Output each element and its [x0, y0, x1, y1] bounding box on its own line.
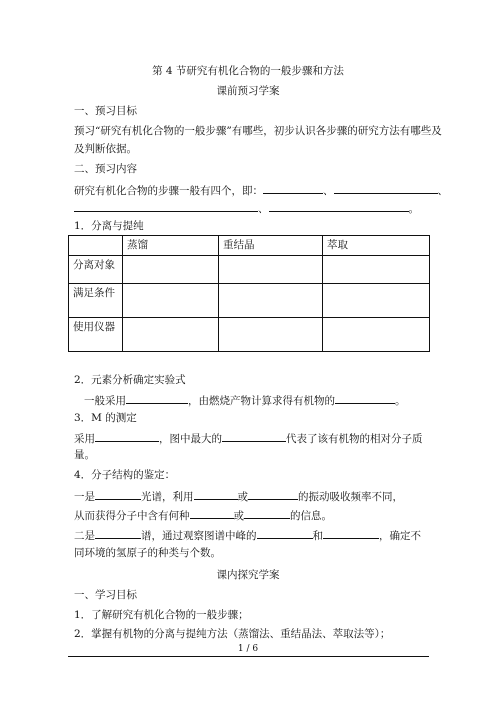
answer-blank	[222, 430, 286, 442]
elemental-analysis-line	[84, 392, 406, 408]
period: 。	[408, 203, 419, 215]
preview-goals-text-2: 及判断依据。	[74, 143, 137, 155]
text: 一般采用	[84, 395, 126, 407]
page-title: 第 4 节研究有机化合物的一般步骤和方法	[152, 65, 344, 77]
table-cell	[123, 284, 219, 318]
footer-divider	[68, 656, 429, 657]
structure-line-2	[74, 507, 332, 523]
answer-blank	[263, 182, 323, 194]
table-header-cell: 蒸馏	[123, 236, 219, 256]
table-cell	[123, 256, 219, 284]
table-header-cell	[69, 236, 123, 256]
table-row	[69, 284, 430, 318]
text: 二是	[74, 530, 95, 542]
m-measurement-line-1	[74, 430, 423, 446]
learning-goal-1: 1．了解研究有机化合物的一般步骤；	[74, 609, 249, 621]
preview-goals-text-1: 预习“研究有机化合物的一般步骤”有哪些，初步认识各步骤的研究方法有哪些及	[74, 125, 442, 137]
table-header-cell: 重结晶	[219, 236, 323, 256]
row-label: 使用仪器	[69, 318, 123, 352]
table-cell	[323, 284, 430, 318]
answer-blank	[194, 488, 238, 500]
table-cell	[219, 256, 323, 284]
separator: 、	[437, 185, 448, 197]
separator: 、	[258, 203, 269, 215]
heading-preview-content: 二、预习内容	[74, 163, 137, 175]
steps-line-2	[74, 200, 419, 216]
text: 谱，通过观察图谱中峰的	[141, 530, 257, 542]
table-cell	[323, 318, 430, 352]
answer-blank	[126, 392, 188, 404]
section-title-in-class: 课内探究学案	[216, 569, 280, 581]
separation-table	[68, 235, 430, 352]
text: ，由燃烧产物计算求得有机物的	[188, 395, 335, 407]
table-row	[69, 256, 430, 284]
section-title-preview: 课前预习学案	[216, 85, 280, 97]
heading-separation: 1．分离与提纯	[74, 220, 144, 232]
table-cell	[123, 318, 219, 352]
heading-preview-goals: 一、预习目标	[74, 105, 137, 117]
text: 代表了该有机物的相对分子质	[286, 433, 423, 445]
structure-line-1	[74, 488, 403, 504]
answer-blank	[248, 488, 298, 500]
text: ，确定不	[379, 530, 421, 542]
period: 。	[395, 395, 406, 407]
table-header-cell: 萃取	[323, 236, 430, 256]
text: 和	[312, 530, 323, 542]
text: 采用	[74, 433, 95, 445]
learning-goal-2: 2．掌握有机物的分离与提纯方法（蒸馏法、重结晶法、萃取法等）；	[74, 628, 391, 640]
m-measurement-line-2: 量。	[74, 449, 95, 461]
answer-blank	[269, 200, 409, 212]
answer-blank	[95, 488, 141, 500]
heading-elemental-analysis: 2．元素分析确定实验式	[74, 374, 186, 386]
table-header-row	[69, 236, 430, 256]
row-label: 满足条件	[69, 284, 123, 318]
table-row	[69, 318, 430, 352]
answer-blank	[95, 527, 141, 539]
text: 一是	[74, 491, 95, 503]
answer-blank	[323, 527, 379, 539]
text: 光谱，利用	[141, 491, 194, 503]
table-cell	[219, 284, 323, 318]
answer-blank	[190, 507, 234, 519]
structure-line-3	[74, 527, 421, 543]
answer-blank	[244, 507, 290, 519]
text: ，图中最大的	[159, 433, 222, 445]
row-label: 分离对象	[69, 256, 123, 284]
steps-text: 研究有机化合物的步骤一般有四个，即：	[74, 185, 263, 197]
answer-blank	[74, 200, 258, 212]
steps-line-1	[74, 182, 448, 198]
answer-blank	[334, 182, 438, 194]
page-number: 1 / 6	[237, 644, 259, 654]
structure-line-4: 同环境的氢原子的种类与个数。	[74, 547, 221, 559]
text: 的信息。	[290, 510, 332, 522]
heading-structure: 4．分子结构的鉴定：	[74, 469, 176, 481]
heading-learning-goals: 一、学习目标	[74, 589, 137, 601]
table-cell	[219, 318, 323, 352]
answer-blank	[257, 527, 313, 539]
separator: 、	[323, 185, 334, 197]
text: 或	[233, 510, 244, 522]
table-cell	[323, 256, 430, 284]
answer-blank	[335, 392, 395, 404]
text: 从而获得分子中含有何种	[74, 510, 190, 522]
heading-m-measurement: 3．M 的测定	[74, 412, 137, 424]
answer-blank	[95, 430, 159, 442]
text: 的振动吸收频率不同，	[298, 491, 403, 503]
text: 或	[237, 491, 248, 503]
